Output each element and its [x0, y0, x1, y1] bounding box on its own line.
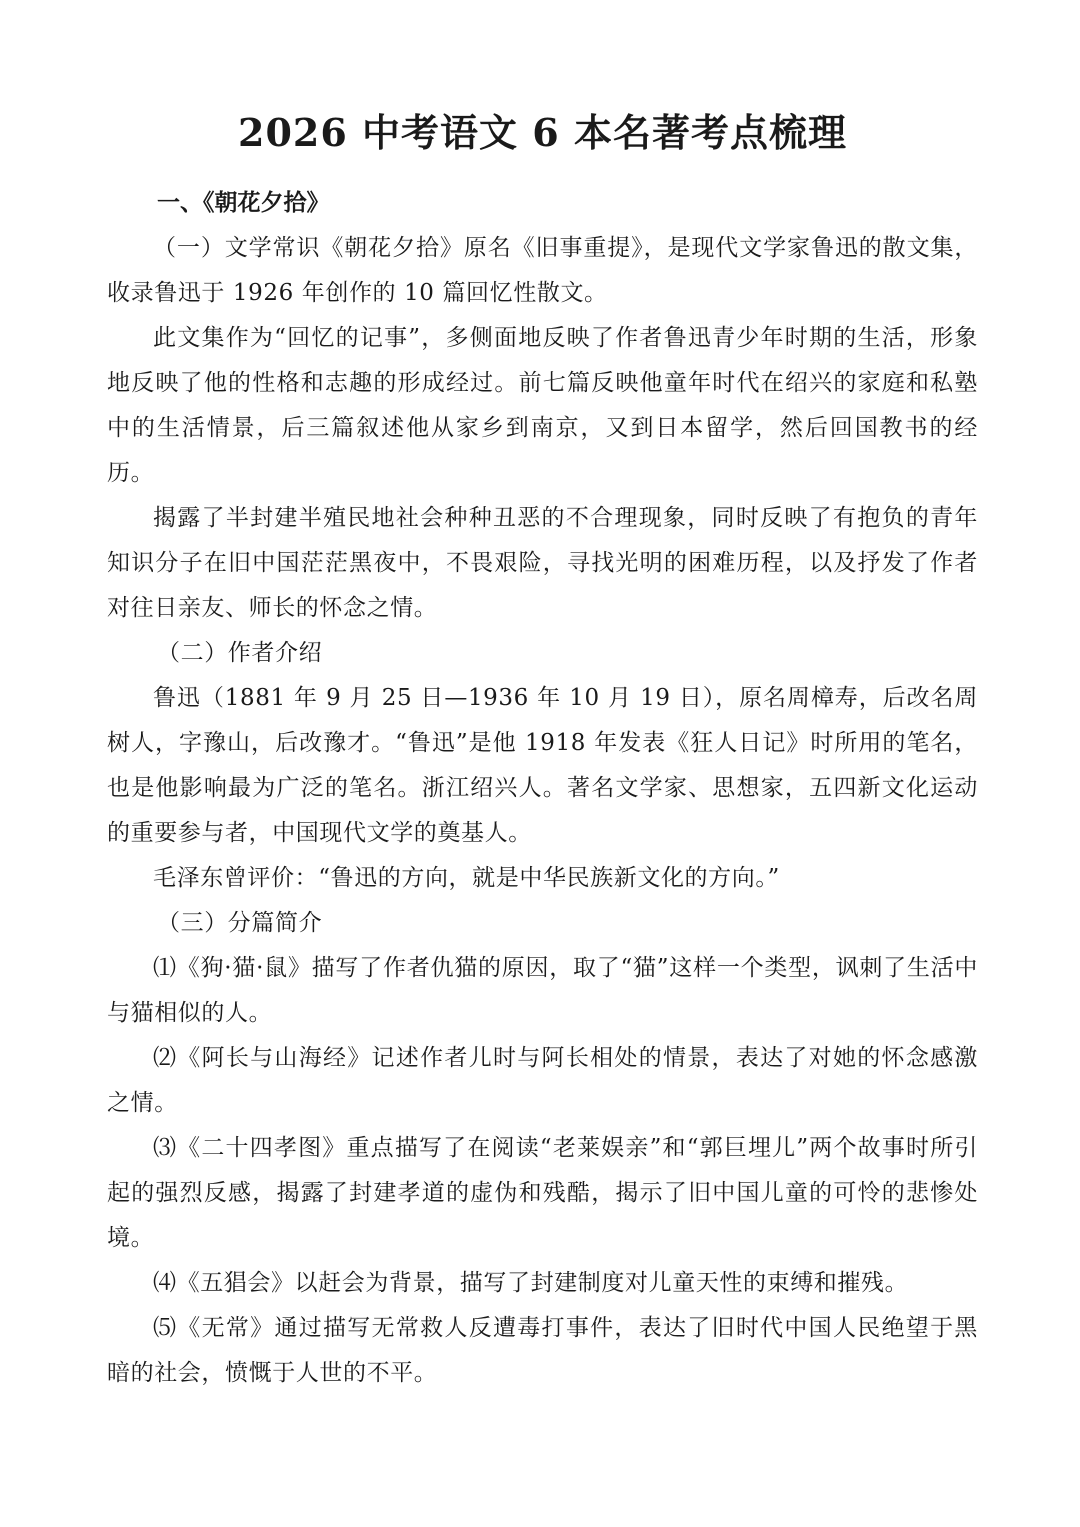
chapter-summary-item: ⑷《五猖会》以赶会为背景，描写了封建制度对儿童天性的束缚和摧残。: [153, 1270, 909, 1296]
author-bio-paragraph: 鲁迅（1881 年 9 月 25 日—1936 年 10 月 19 日），原名周樟寿，后改名周树人，字豫山，后改豫才。“鲁迅”是他 1918 年发表《狂人日记》时所用的笔名，也是他影响最为广泛的笔名。浙江绍兴人。著名文学家、思想家，五四新文化运动的重要参与者，中国现代文学的奠基人。: [107, 685, 978, 846]
chapter-summary-item: ⑴《狗·猫·鼠》描写了作者仇猫的原因，取了“猫”这样一个类型，讽刺了生活中与猫相似的人。: [107, 955, 978, 1026]
section-heading-zhaohuaxishi: 一、《朝花夕拾》: [157, 189, 330, 216]
subheading-chapter-summaries: （三）分篇简介: [157, 910, 323, 936]
subheading-author-intro: （二）作者介绍: [157, 640, 323, 666]
mao-quote-paragraph: 毛泽东曾评价：“鲁迅的方向，就是中华民族新文化的方向。”: [153, 865, 780, 891]
literary-knowledge-paragraph: （一）文学常识《朝花夕拾》原名《旧事重提》，是现代文学家鲁迅的散文集，收录鲁迅于 1926 年创作的 10 篇回忆性散文。: [107, 235, 978, 306]
chapter-summary-item: ⑵《阿长与山海经》记述作者儿时与阿长相处的情景，表达了对她的怀念感激之情。: [107, 1045, 978, 1116]
collection-overview-paragraph: 此文集作为“回忆的记事”，多侧面地反映了作者鲁迅青少年时期的生活，形象地反映了他的性格和志趣的形成经过。前七篇反映他童年时代在绍兴的家庭和私塾中的生活情景，后三篇叙述他从家乡到南京，又到日本留学，然后回国教书的经历。: [107, 325, 978, 486]
chapter-summary-item: ⑶《二十四孝图》重点描写了在阅读“老莱娱亲”和“郭巨埋儿”两个故事时所引起的强烈反感，揭露了封建孝道的虚伪和残酷，揭示了旧中国儿童的可怜的悲惨处境。: [107, 1135, 978, 1251]
theme-paragraph: 揭露了半封建半殖民地社会种种丑恶的不合理现象，同时反映了有抱负的青年知识分子在旧中国茫茫黑夜中，不畏艰险，寻找光明的困难历程，以及抒发了作者对往日亲友、师长的怀念之情。: [107, 505, 978, 621]
chapter-summary-item: ⑸《无常》通过描写无常救人反遭毒打事件，表达了旧时代中国人民绝望于黑暗的社会，愤慨于人世的不平。: [107, 1315, 978, 1386]
document-title: 2026 中考语文 6 本名著考点梳理: [238, 110, 847, 155]
